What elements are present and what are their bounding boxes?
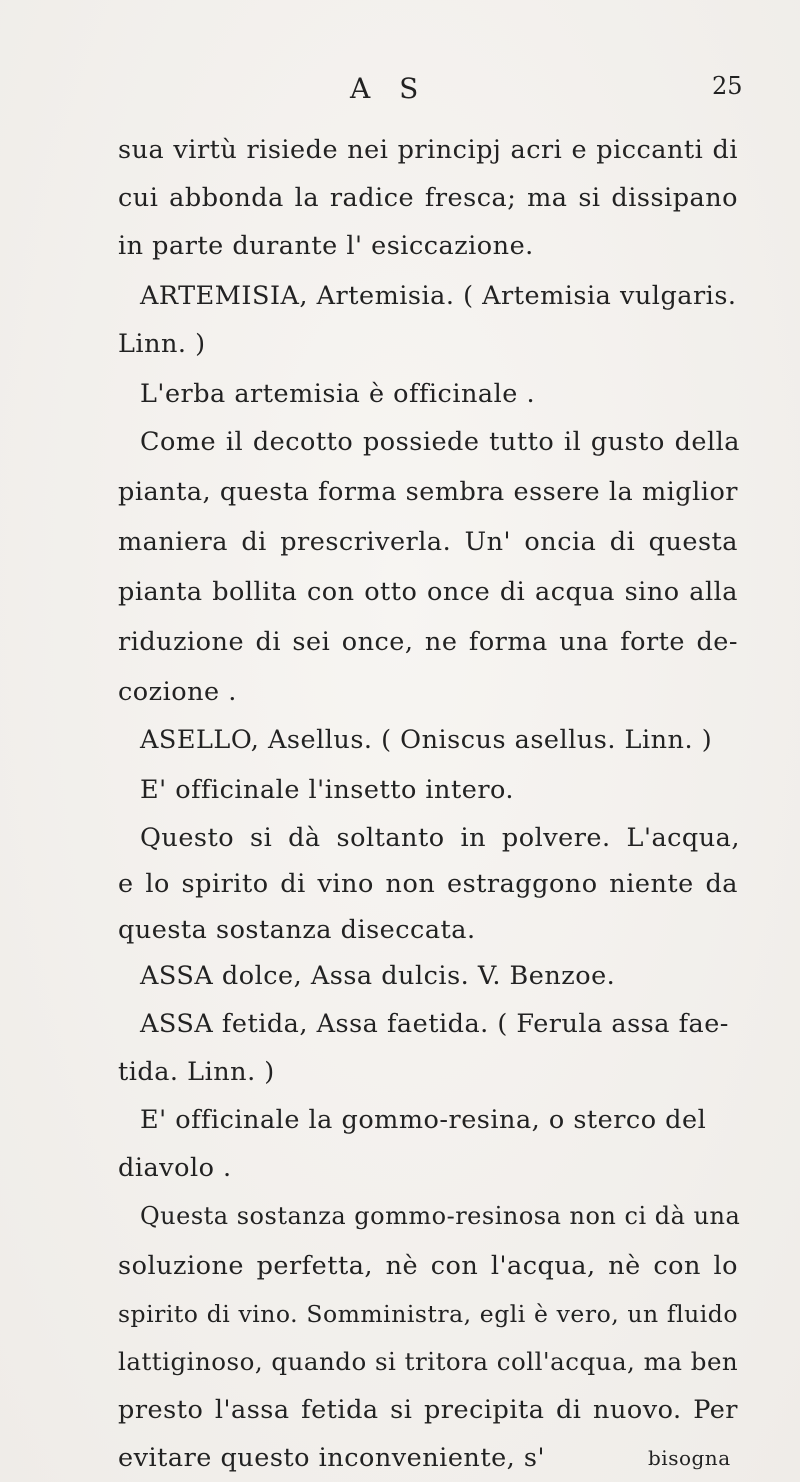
running-header (0, 72, 800, 112)
text-line: Questa sostanza gommo-resinosa non ci dà una (140, 1202, 741, 1230)
text-line: e lo spirito di vino non estraggono niente da (118, 869, 738, 899)
text-line: Linn. ) (118, 329, 206, 359)
entry-heading-line: ASSA fetida, Assa faetida. ( Ferula assa fae- (140, 1009, 729, 1039)
text-line: presto l'assa fetida si precipita di nuovo. Per (118, 1395, 738, 1425)
text-line: Come il decotto possiede tutto il gusto della (140, 427, 740, 457)
text-line: lattiginoso, quando si tritora coll'acqua, ma ben (118, 1347, 739, 1376)
text-line: diavolo . (118, 1153, 232, 1183)
text-line: E' officinale l'insetto intero. (140, 775, 515, 805)
text-line: pianta bollita con otto once di acqua sino alla (118, 577, 738, 607)
text-line: evitare questo inconveniente, s' (118, 1443, 545, 1473)
text-line: in parte durante l' esiccazione. (118, 231, 534, 261)
text-line: Questo si dà soltanto in polvere. L'acqua, (140, 823, 740, 853)
text-line: pianta, questa forma sembra essere la miglior (118, 477, 738, 507)
page-number: 25 (712, 72, 743, 100)
text-line: E' officinale la gommo-resina, o sterco del (140, 1105, 707, 1135)
entry-heading-line: ASELLO, Asellus. ( Oniscus asellus. Linn. ) (140, 725, 713, 755)
text-line: cui abbonda la radice fresca; ma si dissipano (118, 183, 738, 213)
entry-heading-line: ASSA dolce, Assa dulcis. V. Benzoe. (140, 961, 616, 991)
text-line: riduzione di sei once, ne forma una forte de- (118, 627, 738, 657)
header-letters: A S (350, 72, 429, 105)
catchword: bisogna (648, 1446, 731, 1470)
text-line: soluzione perfetta, nè con l'acqua, nè con lo (118, 1251, 738, 1281)
text-line: questa sostanza diseccata. (118, 915, 476, 945)
text-line: maniera di prescriverla. Un' oncia di questa (118, 527, 738, 557)
text-line: L'erba artemisia è officinale . (140, 379, 536, 409)
text-line: tida. Linn. ) (118, 1057, 275, 1087)
text-line: cozione . (118, 677, 237, 707)
entry-heading-line: ARTEMISIA, Artemisia. ( Artemisia vulgaris. (140, 281, 737, 311)
text-line: sua virtù risiede nei principj acri e piccanti di (118, 135, 738, 165)
text-line: spirito di vino. Somministra, egli è vero, un fluido (118, 1300, 738, 1328)
